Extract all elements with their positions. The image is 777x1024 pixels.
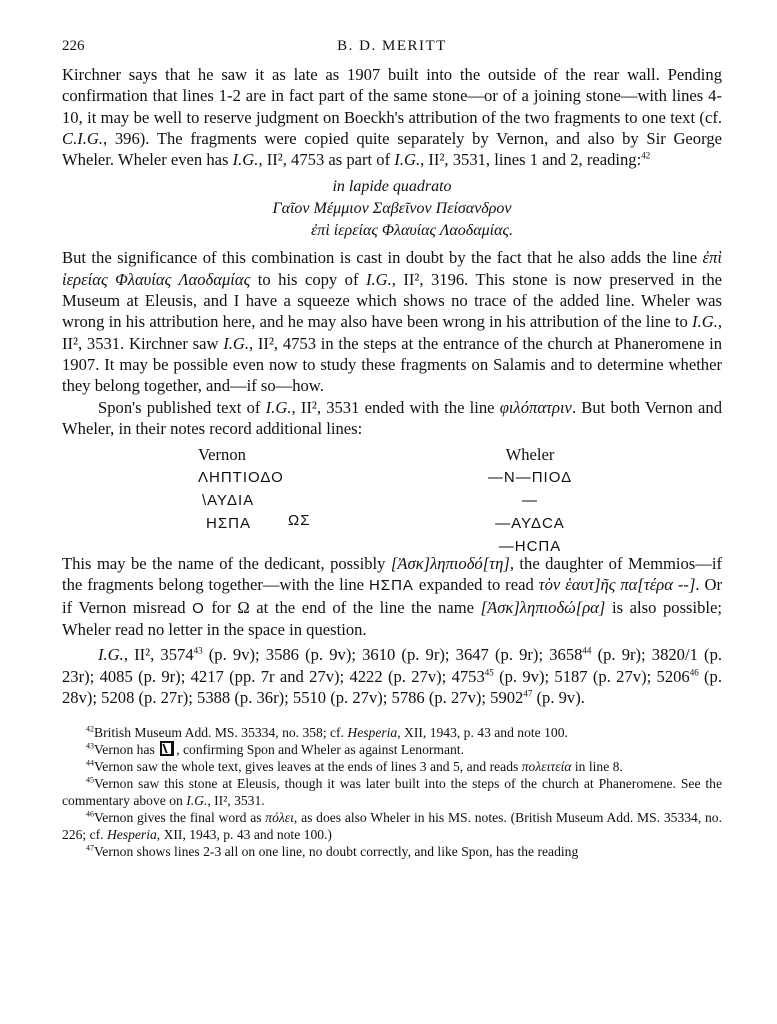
footnote-42: $^{42}$British Museum Add. MS. 35334, no. 358; cf. Hesperia, XII, 1943, p. 43 and note 100. bbox=[86, 724, 568, 741]
inscription-line-2: ἐπὶ ἱερείας Φλαυίας Λαοδαμίας. bbox=[311, 222, 513, 240]
wheler-line-1: —Ν—ΠΙΟΔ— bbox=[487, 469, 573, 510]
vernon-line-3: ΗΣΠΑ bbox=[206, 515, 251, 533]
footnote-44: $^{44}$Vernon saw the whole text, gives leaves at the ends of lines 3 and 5, and reads πολειτεία in line 8. bbox=[86, 758, 623, 775]
footnote-45: $^{45}$Vernon saw this stone at Eleusis, though it was later built into the steps of the church at Phaneromene. See the commentary above on I.G., II², 3531. bbox=[62, 775, 722, 809]
page-number: 226 bbox=[62, 38, 85, 54]
footnote-ref-44[interactable]: 44 bbox=[582, 645, 592, 656]
page bbox=[62, 38, 722, 860]
variant-readings bbox=[62, 443, 722, 556]
footnote-ref-47[interactable]: 47 bbox=[523, 688, 533, 699]
ig-references: I.G., II², 3574$^{43}$ (p. 9v); 3586 (p. 9v); 3610 (p. 9r); 3647 (p. 9r); 3658$^{44}$ (p. 9r); 3820/1 (p. 23r); 4085 (p. 9r); 4217 (pp. 7r and 27v); 4222 (p. 27v); 4753$^{45}$ (p. 9v); 5187 (p. 27v); 5206$^{46}$ (p. 28v); 5208 (p. 27r); 5388 (p. 36r); 5510 (p. 27v); 5786 (p. 27v); 5902$^{47}$ (p. 9v). bbox=[62, 645, 723, 707]
footnote-46: $^{46}$Vernon gives the final word as πόλει, as does also Wheler in his MS. notes. (British Museum Add. MS. 35334, no. 226; cf. Hesperia, XII, 1943, p. 43 and note 100.) bbox=[62, 809, 722, 843]
footnote-47: $^{47}$Vernon shows lines 2-3 all on one line, no doubt correctly, and like Spon, has the reading bbox=[86, 843, 579, 860]
ligature-symbol-icon bbox=[160, 741, 174, 756]
paragraph-dedicant: This may be the name of the dedicant, possibly [Ἀσκ]ληπιοδό[τη], the daughter of Memmios—if the fragments belong together—with the line ΗΣΠΑ expanded to read τὸν ἑαυτ]ῆς πα[τέρα --]. Or if Vernon misread O for Ω at the end of the line the name [Ἀσκ]ληπιοδώ[ρα] is also possible; Wheler read no letter in the space in question. bbox=[62, 554, 723, 640]
inscription-line-1: Γαῖον Μέμμιον Σαβεῖνον Πείσανδρον bbox=[272, 200, 512, 218]
footnote-ref-46[interactable]: 46 bbox=[689, 667, 699, 678]
footnotes bbox=[62, 724, 722, 860]
paragraph-significance: But the significance of this combination is cast in doubt by the fact that he also adds the line ἐπὶ ἱερείας Φλαυίας Λαοδαμίας to his copy of I.G., II², 3196. This stone is now preserved in the Museum at Eleusis, and I have a squeeze which shows no trace of the added line. Wheler was wrong in his attribution here, and he may also have been wrong in his attribution of the line to I.G., II², 3531. Kirchner saw I.G., II², 4753 in the steps at the entrance of the church at Phaneromene in 1907. It may be possible even now to study these fragments on Salamis and to determine whether they belong together, and—if so—how. bbox=[62, 248, 723, 396]
vernon-heading: Vernon bbox=[198, 445, 246, 465]
footnote-ref-45[interactable]: 45 bbox=[484, 667, 494, 678]
footnote-ref-43[interactable]: 43 bbox=[193, 645, 203, 656]
vernon-line-1: ΛΗΠΤΙΟΔΟ bbox=[198, 469, 284, 487]
vernon-column bbox=[198, 443, 284, 535]
footnote-ref-42[interactable]: 42 bbox=[641, 150, 651, 161]
wheler-line-2: —ΑΥΔCΑ bbox=[495, 515, 565, 533]
wheler-heading: Wheler bbox=[505, 445, 555, 465]
footnote-43: $^{43}$Vernon has , confirming Spon and Wheler as against Lenormant. bbox=[86, 741, 464, 758]
paragraph-spon: Spon's published text of I.G., II², 3531 ended with the line φιλόπατριν. But both Vernon and Wheler, in their notes record additional lines: bbox=[62, 397, 722, 438]
wheler-column bbox=[480, 443, 580, 558]
inscription-reading bbox=[62, 176, 722, 242]
vernon-line-4: ΩΣ bbox=[288, 512, 311, 530]
page-header bbox=[62, 38, 722, 64]
wheler-line-3: —ΗCΠΑ bbox=[498, 538, 562, 556]
vernon-line-2: \ΑΥΔΙΑ bbox=[202, 492, 255, 510]
inscription-note: in lapide quadrato bbox=[332, 178, 452, 196]
paragraph-kirchner: Kirchner says that he saw it as late as 1907 built into the outside of the rear wall. Pending confirmation that lines 1-2 are in fact part of the same stone—or of a joining stone—with lines 4-10, it may be well to reserve judgment on Boeckh's attribution of the two fragments to one text (cf. C.I.G., 396). The fragments were copied quite separately by Vernon, and also by Sir George Wheler. Wheler even has I.G., II², 4753 as part of I.G., II², 3531, lines 1 and 2, reading:$^{42}$ bbox=[62, 65, 722, 170]
running-head: B. D. MERITT bbox=[337, 38, 447, 54]
